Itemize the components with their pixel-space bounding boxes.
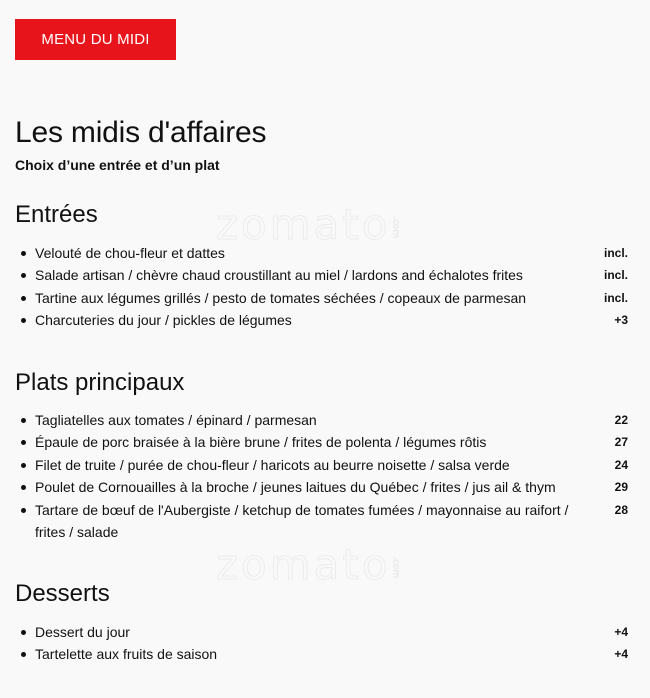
section-title-plats: Plats principaux [15,369,185,396]
item-name: Filet de truite / purée de chou-fleur / haricots au beurre noisette / salsa verde [35,456,510,473]
page-subtitle: Choix d’une entrée et d’un plat [15,157,220,173]
item-price: +3 [614,313,628,328]
item-name: Dessert du jour [35,624,130,640]
item-name: Tartare de bœuf de l'Aubergiste / ketchup de tomates fumées / mayonnaise au raifort / frites / salade [35,501,569,541]
item-name: Salade artisan / chèvre chaud croustillant au miel / lardons and échalotes frites [35,267,523,284]
watermark-text: zomato [216,540,391,589]
item-price: 27 [614,435,628,450]
item-price: incl. [603,290,628,305]
watermark-text: zomato [216,200,391,249]
item-name: Tartine aux légumes grillés / pesto de tomates séchées / copeaux de parmesan [35,289,527,306]
list-item [0,454,650,476]
list-item [0,643,650,665]
item-price: incl. [603,246,628,260]
watermark-logo [216,540,401,589]
list-item [0,287,650,309]
watermark-suffix: .com [390,216,401,239]
list-item [0,409,650,431]
item-name: Charcuteries du jour / pickles de légumes [35,312,292,329]
watermark-suffix: .com [390,556,401,579]
item-price: 24 [614,457,628,472]
list-item [0,242,650,264]
list-item [0,621,650,643]
list-item [0,476,650,498]
menu-du-midi-button[interactable]: MENU DU MIDI [15,19,176,60]
page-title: Les midis d'affaires [15,116,267,149]
item-price: 29 [614,480,628,495]
item-name: Velouté de chou-fleur et dattes [35,245,225,261]
item-name: Tartelette aux fruits de saison [35,646,218,663]
section-title-entrees: Entrées [15,201,98,228]
list-item [0,264,650,286]
list-item [0,499,650,544]
list-item [0,309,650,331]
item-name: Tagliatelles aux tomates / épinard / parmesan [35,412,317,428]
item-price: 28 [614,502,628,517]
section-title-desserts: Desserts [15,580,110,607]
item-name: Poulet de Cornouailles à la broche / jeunes laitues du Québec / frites / jus ail & thym [35,479,556,496]
item-price: +4 [614,647,628,662]
item-price: 22 [614,413,628,427]
plats-list [0,409,650,543]
item-price: incl. [603,268,628,283]
entrees-list [0,242,650,332]
list-item [0,431,650,453]
item-name: Épaule de porc braisée à la bière brune / frites de polenta / légumes rôtis [35,434,487,451]
desserts-list [0,621,650,666]
item-price: +4 [614,625,628,639]
